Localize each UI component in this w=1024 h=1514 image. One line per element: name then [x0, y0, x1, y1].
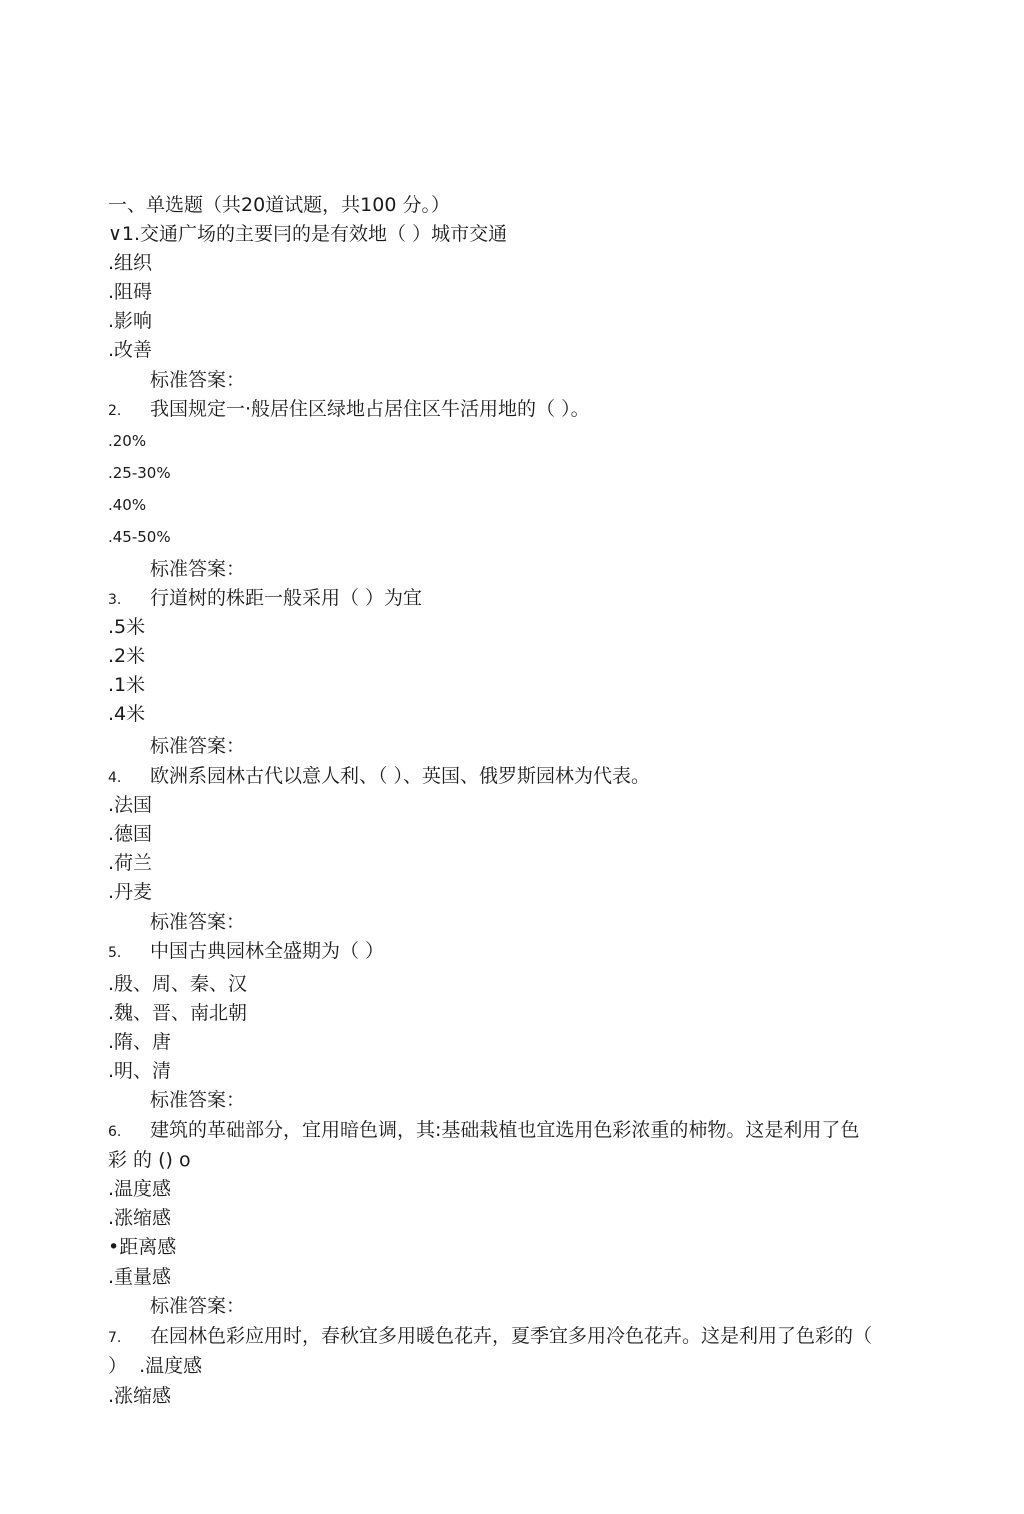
option: .涨缩感: [108, 1207, 172, 1229]
option: .组织: [108, 252, 153, 274]
question-text: 建筑的革础部分，宜用暗色调，其:基础栽植也宜选用色彩浓重的柿物。这是利用了色: [150, 1119, 860, 1141]
answer-label: 标准答案：: [150, 735, 246, 757]
option: •距离感: [108, 1236, 177, 1258]
option: .殷、周、秦、汉: [108, 973, 248, 995]
option: .40%: [108, 496, 147, 514]
question-2: [108, 397, 590, 421]
option: .阻碍: [108, 281, 153, 303]
question-3: [108, 586, 422, 610]
answer-label: 标准答案：: [150, 911, 246, 933]
question-number: 3.: [108, 592, 122, 608]
question-text: 我国规定一·般居住区绿地占居住区牛活用地的（ ）。: [150, 398, 590, 420]
question-1: [108, 222, 507, 246]
option: .涨缩感: [108, 1385, 172, 1407]
answer-label: 标准答案：: [150, 558, 246, 580]
option: .重量感: [108, 1266, 172, 1288]
option: .45-50%: [108, 528, 171, 546]
question-number: 7.: [108, 1330, 122, 1346]
option: .隋、唐: [108, 1031, 172, 1053]
option: .法国: [108, 794, 153, 816]
answer-label: 标准答案：: [150, 1089, 246, 1111]
option: .魏、晋、南北朝: [108, 1002, 248, 1024]
question-text: 在园林色彩应用时，春秋宜多用暖色花卉，夏季宜多用冷色花卉。这是利用了色彩的（: [150, 1325, 873, 1347]
question-number: 2.: [108, 403, 122, 419]
question-text: 欧洲系园林古代以意人利、（ ）、英国、俄罗斯园林为代表。: [150, 765, 651, 787]
option: .20%: [108, 432, 147, 450]
question-number: 5.: [108, 945, 122, 961]
option: .荷兰: [108, 852, 153, 874]
question-5: [108, 939, 384, 963]
option: .2米: [108, 645, 146, 667]
question-text: 交通广场的主要冃的是有效地（ ）城市交通: [140, 223, 508, 245]
option: .改善: [108, 339, 153, 361]
question-text-tail: ）: [108, 1355, 128, 1377]
section-title: 一、单选题（共20道试题，共100 分。）: [108, 194, 450, 216]
question-number: ∨1.: [108, 223, 141, 245]
question-text-continued: 彩 的 () ο: [108, 1149, 191, 1171]
option: .丹麦: [108, 881, 153, 903]
question-text-continued: [108, 1354, 202, 1378]
question-6: [108, 1118, 859, 1142]
question-4: [108, 764, 650, 788]
option: .5米: [108, 616, 146, 638]
answer-label: 标准答案：: [150, 369, 246, 391]
question-7: [108, 1324, 872, 1348]
option: .温度感: [139, 1355, 203, 1377]
option: .明、清: [108, 1060, 172, 1082]
option: .影响: [108, 310, 153, 332]
question-number: 4.: [108, 770, 122, 786]
question-text: 中国古典园林全盛期为（ ）: [150, 940, 385, 962]
question-number: 6.: [108, 1124, 122, 1140]
question-text: 行道树的株距一般采用（ ）为宜: [150, 587, 423, 609]
answer-label: 标准答案：: [150, 1295, 246, 1317]
option: .4米: [108, 703, 146, 725]
option: .25-30%: [108, 464, 171, 482]
option: .温度感: [108, 1178, 172, 1200]
option: .1米: [108, 674, 146, 696]
option: .德国: [108, 823, 153, 845]
